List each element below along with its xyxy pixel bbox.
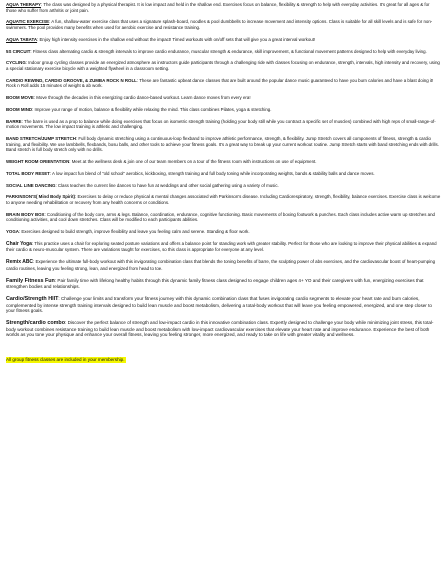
class-description: : The class was designed by a physical therapist. It is low impact and held in the shallow end. Exercises focus on balance, flexibility & strength to help with everyday activities. It's great for all ages & for those who suffer from arthritis or joint pain. [6, 2, 430, 13]
class-entry-parkinsons [6, 194, 441, 205]
class-description: : Pair family time with lifelong healthy habits through this dynamic family fitness class designed to engage children ages 4+ YO and their caregivers with fun, energizing exercises that strengthen bodies and relationships. [6, 277, 424, 290]
class-description: : Meet at the wellness desk & join one of our team members on a tour of the fitness room with instructions on use of equipment. [69, 158, 317, 164]
class-description: : A fun, shallow-water exercise class that uses a signature splash-board, noodles & pool dumbbells to increase movement and intensity options. Class is suitable for all skill levels and is safe for non-swimmers. The pool provides many benefits when used for aerobic exercise and resistance training. [6, 19, 433, 30]
class-title: Family Fitness Fun [6, 277, 55, 284]
class-entry-aqua-therapy [6, 2, 441, 13]
class-description: : Full body dynamic stretching using a continuous-loop flexband to improve athletic performance, strength, & flexibility. Jump Stretch covers all components of fitness, strength & cardio training, and flexibility. We use lambbells, flexbands, bosu balls, and other tools to achieve your fitness goals. It's a great way to break up your current workout routine. Jump Stretch starts with band stretching ends with drills. Band stretch is full body stretch only with no drills. [6, 136, 439, 153]
class-entry-aqua-tabata [6, 37, 441, 43]
class-entry-chair-yoga [6, 241, 441, 253]
class-description: : A low impact fun blend of "old school" aerobics, kickboxing, strength training and full body toning while incorporating weights, bands & stability balls and dance moves. [49, 170, 375, 176]
class-entry-yoga [6, 229, 441, 235]
class-title: BRAIN BODY BOX [6, 211, 45, 217]
class-entry-aquatic-exercise [6, 19, 441, 30]
class-description: : Class teaches the current line dances to have fun at weddings and other social gathering using a variety of music. [55, 182, 279, 188]
class-title: BOOM MIND [6, 106, 33, 112]
class-entry-social-line-dancing [6, 183, 441, 189]
class-description: : Challenge your limits and transform your fitness journey with this dynamic combination class that fuses invigorating cardio segments to elevate your heart rate and burn calories, complemented by intense strength training intervals designed to build lean muscle and boost metabolism, delivering a total-body workout that will leave you feeling empowered, energized, and one step closer to your fitness goals. [6, 295, 432, 314]
class-title: Remix ABC [6, 259, 34, 266]
class-title: TOTAL BODY RESET [6, 170, 50, 176]
class-description: : Fitness class alternating cardio & strength intervals to improve cardio endurance, muscular strength & endurance, skill improvement, & functional movement patterns designed to help with everyday living. [30, 48, 427, 54]
class-title: AQUATIC EXERCISE [6, 19, 50, 25]
class-entry-boom-move [6, 95, 441, 101]
class-entry-band-stretch [6, 136, 441, 153]
class-entry-remix-abc [6, 259, 441, 271]
class-title: PARKINSON'S( Mind Body Spirit) [6, 194, 76, 200]
class-title: YOGA [6, 229, 19, 235]
class-title: BAND STRETCH/JUMP STRETCH [6, 136, 76, 141]
class-title: 5S CIRCUIT [6, 48, 31, 54]
class-description: : Exercises designed to build strength, improve flexibility and leave you feeling calm and serene. Standing & floor work. [18, 229, 250, 235]
class-entry-cycling [6, 60, 441, 71]
class-title: Cardio/Strength HIIT [6, 295, 59, 302]
class-entry-5s-circuit [6, 49, 441, 55]
class-title: Chair Yoga [6, 240, 32, 247]
class-title: BARRE [6, 118, 22, 124]
class-entry-brain-body-box [6, 212, 441, 223]
class-description: : Move through the decades in this energizing cardio dance-based workout. Learn dance moves from every era! [33, 95, 251, 101]
class-entry-boom-mind [6, 107, 441, 113]
class-entry-family-fitness-fun [6, 278, 441, 290]
class-description: : This practice uses a chair for exploring seated posture variations and offers a balance point for standing work with greater stability. Perfect for those who are looking to improve their physical abilities & expand their cardio & neuro-muscular system. There are variations taught for exercises, so this class is appropriate for everyone at any level. [6, 240, 437, 253]
class-entry-cardio-rewind [6, 78, 441, 89]
class-entry-cardio-strength-hiit [6, 296, 441, 314]
class-title: AQUA THERAPY [6, 2, 41, 7]
class-entry-strength-cardio-combo [6, 320, 441, 338]
class-title: BOOM MOVE [6, 95, 34, 101]
class-title: WEIGHT ROOM ORIENTATION [6, 158, 70, 164]
class-description: : Enjoy high intensity exercises in the shallow end without the impact! Timed workouts with on/off sets that will give you a great interval workout! [37, 36, 316, 42]
class-title: Strength/cardio combo [6, 319, 66, 326]
class-description: : These are fantastic upbeat dance classes that are built around the popular dance music guaranteed to have you burn calories and have a blast doing it! Rock n Roll adds 15 minutes of weight & ab work. [6, 77, 434, 89]
class-title: AQUA TABATA [6, 36, 38, 42]
class-description: : Discover the perfect balance of strength and low-impact cardio in this innovative combination class. Expertly designed to challenge your body while minimizing joint stress, this total-body workout combines resistance training to build lean muscle and boost metabolism with low-impact cardiovascular exercises that elevate your heart rate and improve endurance. Experience the best of both worlds as you tone your physique and enhance your overall fitness, leaving you feeling stronger, more energized, and ready to take on life with greater vitality and wellness. [6, 319, 434, 338]
class-description: : Indoor group cycling classes provide an energized atmosphere as instructors guide participants through a challenging ride with classes focusing on endurance, strength, intervals, high intensity and recovery, using a special stationary exercise bicycle with a weighted flywheel in a classroom setting. [6, 60, 440, 71]
class-title: CYCLING [6, 60, 26, 66]
class-entry-barre [6, 119, 441, 130]
class-description: : Improve your range of motion, balance & flexibility while relaxing the mind. This class combines Pilates, yoga & stretching. [32, 106, 272, 112]
class-description: : The barre is used as a prop to balance while doing exercises that focus on isometric strength training (holding your body still while you contract a specific set of muscles) combined with high reps of small-range-of-motion movements. The low impact training is athletic and challenging. [6, 118, 436, 130]
class-entry-weight-room [6, 159, 441, 165]
class-title: CARDIO REWIND, CARDIO GROOVE, & ZUMBA ROCK N ROLL [6, 77, 137, 83]
class-entry-total-body-reset [6, 171, 441, 177]
class-description: : Experience the ultimate full-body workout with this invigorating combination class that blends the toning benefits of barre, the sculpting power of abs exercises, and the cardiovascular boost of heart-pumping cardio routines, leaving you feeling strong, lean, and energized from head to toe. [6, 259, 436, 271]
class-title: SOCIAL LINE DANCING [6, 182, 56, 188]
membership-footnote: All group fitness classes are included in your membership. [6, 356, 125, 362]
class-description: : Exercises to delay or reduce physical & mental changes associated with Parkinson's disease. Including Cardiorespiratory, strength, flexibility, balance exercises. Exercise class is welcome to anyone needing rehabilitation or recovery from any health concerns or conditions. [6, 194, 441, 205]
class-description: : Conditioning of the body core, arms & legs. Balance, coordination, endurance, cognitive functioning. Basic movements of boxing footwork & punches. Each class includes active warm up stretches and conditioning activities, and cool down stretches. Class will be modified to each participants abilities. [6, 211, 435, 223]
